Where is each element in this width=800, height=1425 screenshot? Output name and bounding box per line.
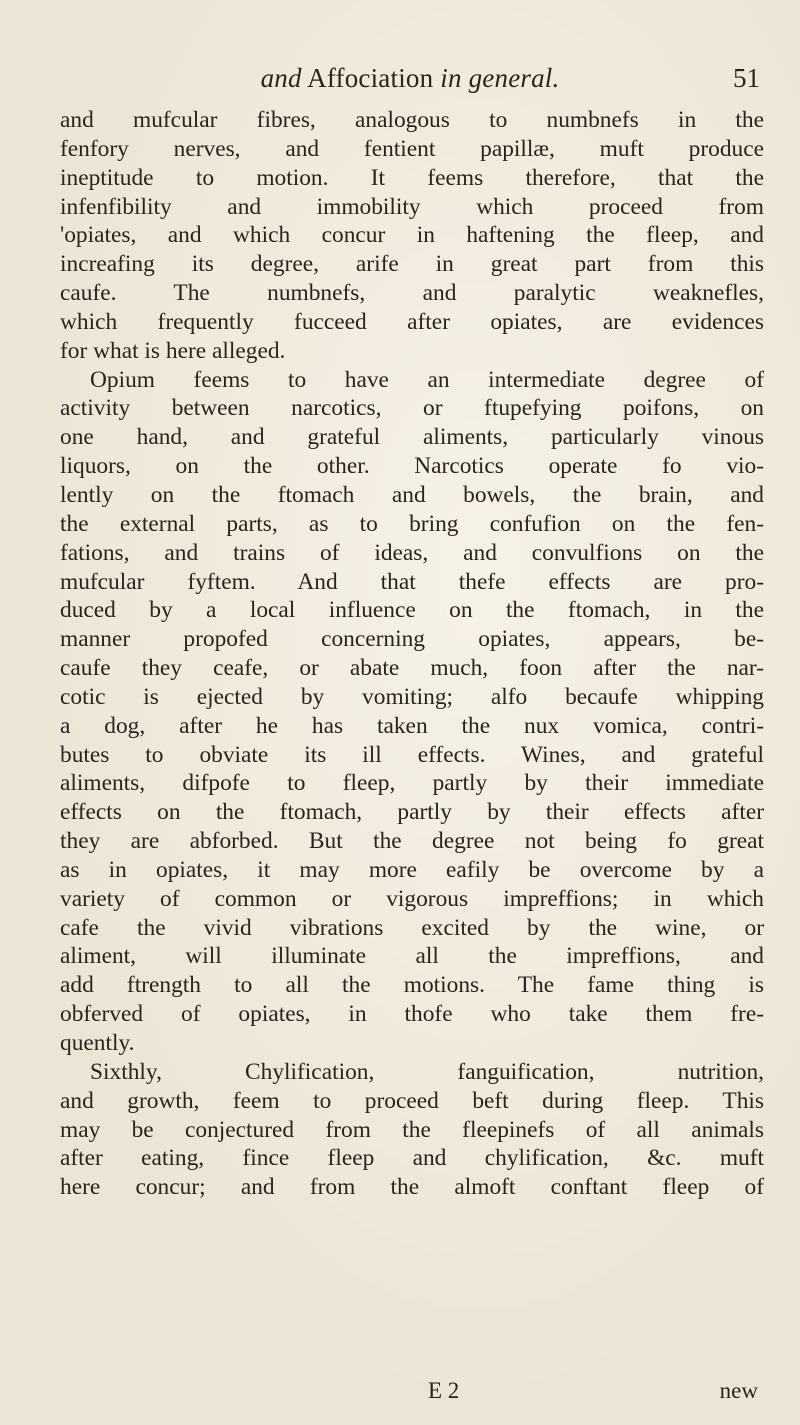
text-line: cafe the vivid vibrations excited by the wine, or: [60, 914, 764, 941]
text-line: obferved of opiates, in thofe who take them fre-: [60, 1001, 764, 1028]
page-number: 51: [733, 63, 760, 93]
text-line: as in opiates, it may more eafily be overcome by a: [60, 856, 764, 883]
text-line: effects on the ftomach, partly by their effects after: [60, 799, 764, 826]
text-line: 'opiates, and which concur in haftening the fleep, and: [60, 222, 764, 249]
catchword: new: [719, 1378, 758, 1403]
text-line: may be conjectured from the fleepinefs of all animals: [60, 1116, 764, 1143]
text-line: which frequently fucceed after opiates, are evidences: [60, 308, 764, 335]
signature-mark: E 2: [428, 1378, 460, 1403]
text-line: add ftrength to all the motions. The fame thing is: [60, 972, 764, 999]
text-line: duced by a local influence on the ftomach, in the: [60, 597, 764, 624]
text-line: quently.: [60, 1030, 135, 1056]
running-title: [60, 58, 760, 98]
text-line: they are abforbed. But the degree not being fo great: [60, 828, 764, 855]
text-line: activity between narcotics, or ftupefying poifons, on: [60, 395, 764, 422]
text-line: here concur; and from the almoft conftant fleep of: [60, 1174, 764, 1201]
text-line: cotic is ejected by vomiting; alfo becaufe whipping: [60, 683, 764, 710]
text-line: butes to obviate its ill effects. Wines, and grateful: [60, 741, 764, 768]
page-footer: [60, 1376, 764, 1406]
running-title-pre: and: [260, 63, 302, 93]
text-line: variety of common or vigorous impreffions; in which: [60, 885, 764, 912]
text-line: aliments, difpofe to fleep, partly by their immediate: [60, 770, 764, 797]
body-text: [60, 106, 764, 1202]
running-title-main: Affociation: [301, 63, 441, 93]
text-line: caufe they ceafe, or abate much, foon after the nar-: [60, 655, 764, 682]
text-line: mufcular fyftem. And that thefe effects are pro-: [60, 568, 764, 595]
text-line: caufe. The numbnefs, and paralytic weaknefles,: [60, 280, 764, 307]
text-line: manner propofed concerning opiates, appears, be-: [60, 626, 764, 653]
text-line: increafing its degree, arife in great part from this: [60, 251, 764, 278]
text-line: Sixthly, Chylification, fanguification, nutrition,: [90, 1058, 764, 1085]
text-line: infenfibility and immobility which proceed from: [60, 193, 764, 220]
text-line: and growth, feem to proceed beft during fleep. This: [60, 1087, 764, 1114]
text-line: one hand, and grateful aliments, particularly vinous: [60, 424, 764, 451]
text-line: aliment, will illuminate all the impreffions, and: [60, 943, 764, 970]
text-line: the external parts, as to bring confufion on the fen-: [60, 510, 764, 537]
running-title-mid: in: [440, 63, 462, 93]
text-line: liquors, on the other. Narcotics operate fo vio-: [60, 453, 764, 480]
text-line: after eating, fince fleep and chylification, &c. muft: [60, 1145, 764, 1172]
text-line: ineptitude to motion. It feems therefore, that the: [60, 164, 764, 191]
text-line: for what is here alleged.: [60, 337, 286, 364]
text-line: Opium feems to have an intermediate degree of: [90, 366, 764, 393]
text-line: lently on the ftomach and bowels, the brain, and: [60, 481, 764, 508]
running-title-end: general.: [461, 63, 560, 93]
running-head: [60, 58, 760, 98]
text-line: fenfory nerves, and fentient papillæ, muft produce: [60, 135, 764, 162]
text-line: and mufcular fibres, analogous to numbnefs in the: [60, 107, 764, 133]
text-line: a dog, after he has taken the nux vomica, contri-: [60, 712, 764, 739]
text-line: fations, and trains of ideas, and convulfions on the: [60, 539, 764, 566]
